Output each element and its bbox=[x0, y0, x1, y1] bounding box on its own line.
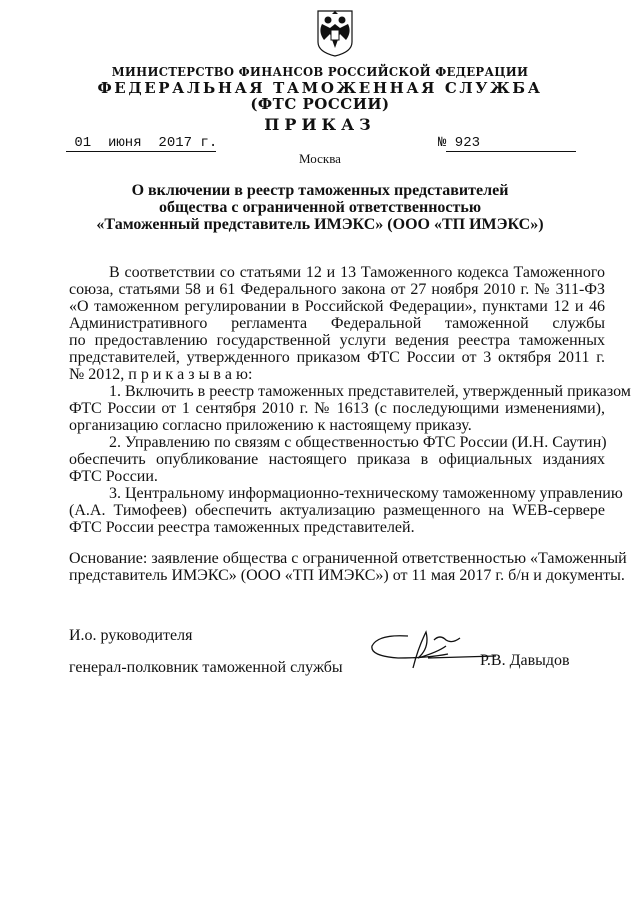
document-type: ПРИКАЗ bbox=[264, 115, 376, 134]
body-line: Административного регламента Федеральной таможенной службы bbox=[69, 315, 605, 332]
body-line: представителей, утвержденного приказом ФТС России от 3 октября 2011 г. bbox=[69, 349, 605, 366]
position-line: генерал-полковник таможенной службы bbox=[69, 659, 343, 676]
city: Москва bbox=[299, 151, 341, 166]
body-line: 1. Включить в реестр таможенных представителей, утвержденный приказом bbox=[109, 383, 631, 400]
basis-line: представитель ИМЭКС» (ООО «ТП ИМЭКС») от 11 мая 2017 г. б/н и документы. bbox=[69, 567, 625, 584]
service-abbr: (ФТС РОССИИ) bbox=[250, 95, 390, 113]
body-line: организацию согласно приложению к настоящему приказу. bbox=[69, 417, 472, 434]
coat-of-arms-icon bbox=[312, 8, 358, 58]
signatory-position bbox=[69, 620, 343, 684]
order-date: 01 июня 2017 г. bbox=[66, 135, 218, 151]
position-line: И.о. руководителя bbox=[69, 627, 193, 644]
handwritten-signature bbox=[368, 628, 498, 678]
title-line: «Таможенный представитель ИМЭКС» (ООО «ТП ИМЭКС») bbox=[96, 216, 544, 233]
number-value: 923 bbox=[446, 135, 576, 152]
body-line: союза, статьями 58 и 61 Федерального закона от 27 ноября 2010 г. № 311-ФЗ bbox=[69, 281, 605, 298]
body-line: (А.А. Тимофеев) обеспечить актуализацию размещенного на WEB-сервере bbox=[69, 502, 605, 519]
basis-line: Основание: заявление общества с ограниченной ответственностью «Таможенный bbox=[69, 550, 627, 567]
title-line: общества с ограниченной ответственностью bbox=[158, 199, 482, 216]
document-title bbox=[0, 182, 640, 233]
body-line: по предоставлению государственной услуги ведения реестра таможенных bbox=[69, 332, 605, 349]
signatory-name: Р.В. Давыдов bbox=[480, 652, 570, 669]
title-line: О включении в реестр таможенных представителей bbox=[131, 182, 509, 199]
basis-paragraph bbox=[69, 550, 627, 584]
body-line: ФТС России. bbox=[69, 468, 158, 485]
order-number bbox=[438, 135, 596, 152]
body-line: «О таможенном регулировании в Российской Федерации», пунктами 12 и 46 bbox=[69, 298, 605, 315]
number-label: № bbox=[438, 135, 447, 151]
body-line: № 2012, п р и к а з ы в а ю: bbox=[69, 366, 253, 383]
document-body bbox=[69, 264, 631, 536]
body-line: 3. Центральному информационно-техническому таможенному управлению bbox=[109, 485, 623, 502]
body-line: обеспечить опубликование настоящего приказа в официальных изданиях bbox=[69, 451, 605, 468]
body-line: В соответствии со статьями 12 и 13 Таможенного кодекса Таможенного bbox=[109, 264, 605, 281]
body-line: 2. Управлению по связям с общественностью ФТС России (И.Н. Саутин) bbox=[109, 434, 607, 451]
body-line: ФТС России от 1 сентября 2010 г. № 1613 (с последующими изменениями), bbox=[69, 400, 605, 417]
service-name: ФЕДЕРАЛЬНАЯ ТАМОЖЕННАЯ СЛУЖБА bbox=[97, 79, 543, 97]
ministry-name: МИНИСТЕРСТВО ФИНАНСОВ РОССИЙСКОЙ ФЕДЕРАЦИИ bbox=[111, 64, 529, 79]
body-line: ФТС России реестра таможенных представителей. bbox=[69, 519, 415, 536]
